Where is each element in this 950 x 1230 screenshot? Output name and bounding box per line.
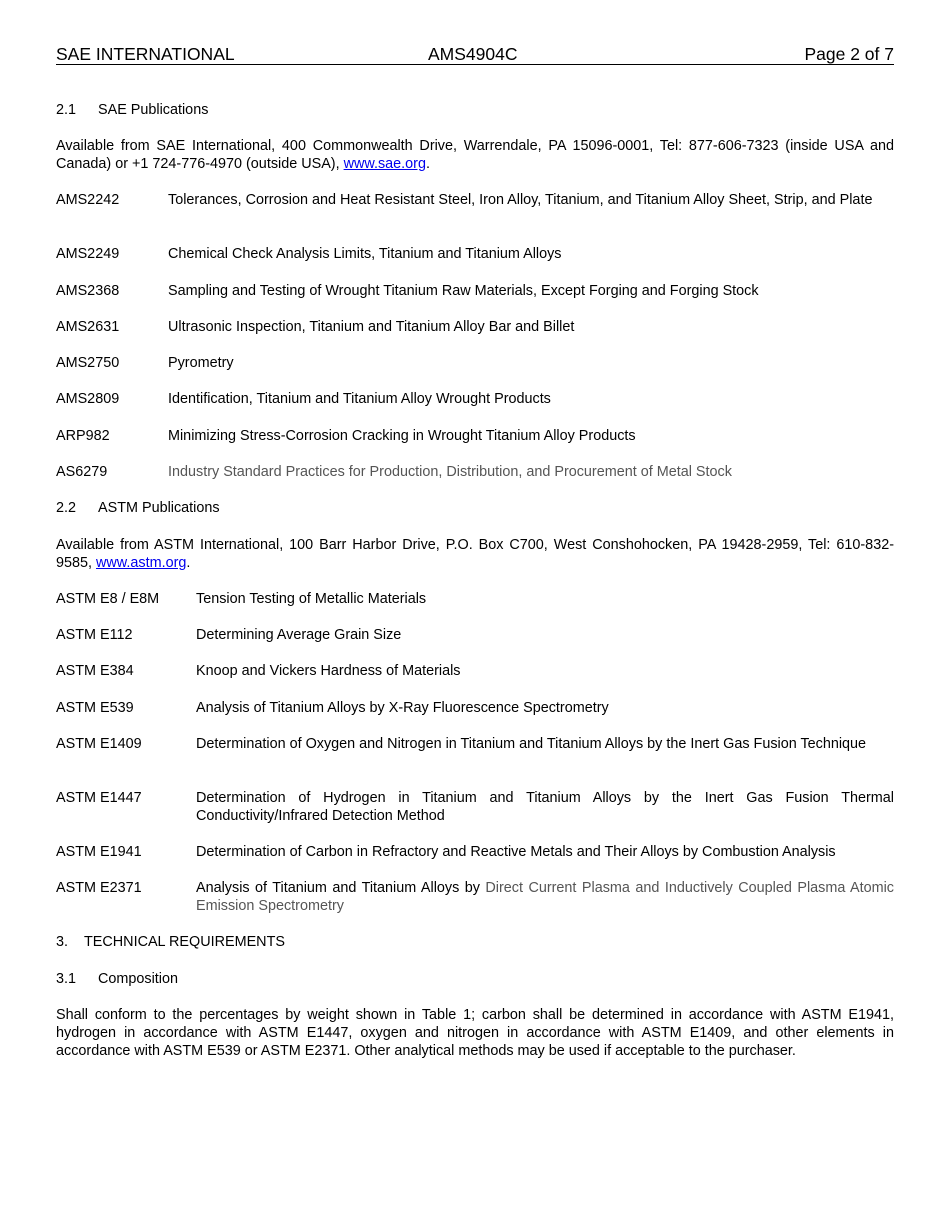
reference-code: AMS2249 bbox=[56, 246, 120, 262]
reference-title bbox=[196, 879, 894, 915]
astm-intro-text: Available from ASTM International, 100 Barr Harbor Drive, P.O. Box C700, West Conshohocken, PA 19428-2959, Tel: 610-832-9585, bbox=[56, 537, 894, 571]
section-title: ASTM Publications bbox=[98, 500, 220, 516]
reference-title: Chemical Check Analysis Limits, Titanium and Titanium Alloys bbox=[168, 246, 562, 262]
reference-code: AS6279 bbox=[56, 464, 108, 480]
reference-code: AMS2368 bbox=[56, 283, 120, 299]
reference-title: Tension Testing of Metallic Materials bbox=[196, 591, 427, 607]
reference-code: AMS2631 bbox=[56, 319, 120, 335]
reference-code: AMS2242 bbox=[56, 192, 120, 208]
sae-intro-text: Available from SAE International, 400 Commonwealth Drive, Warrendale, PA 15096-0001, Tel: 877-606-7323 (inside USA and Canada) or +1 724-776-4970 (outside USA), bbox=[56, 138, 894, 172]
section-number: 3. bbox=[56, 934, 69, 950]
reference-code: ASTM E2371 bbox=[56, 880, 142, 896]
reference-code: ASTM E1447 bbox=[56, 790, 142, 806]
reference-title: Determination of Carbon in Refractory and Reactive Metals and Their Alloys by Combustion Analysis bbox=[196, 844, 836, 860]
header-page-number: Page 2 of 7 bbox=[804, 44, 894, 64]
reference-code: ASTM E539 bbox=[56, 700, 134, 716]
reference-code: ASTM E1409 bbox=[56, 736, 142, 752]
reference-title: Determination of Oxygen and Nitrogen in Titanium and Titanium Alloys by the Inert Gas Fusion Technique bbox=[196, 736, 867, 752]
reference-title: Analysis of Titanium Alloys by X-Ray Fluorescence Spectrometry bbox=[196, 700, 609, 716]
sae-intro-period: . bbox=[425, 156, 430, 172]
reference-code: ASTM E112 bbox=[56, 627, 133, 643]
reference-code: AMS2809 bbox=[56, 391, 120, 407]
section-title: Composition bbox=[98, 971, 178, 987]
section-heading-technical bbox=[56, 933, 894, 951]
reference-title: Knoop and Vickers Hardness of Materials bbox=[196, 663, 461, 679]
sae-availability-paragraph bbox=[56, 137, 894, 173]
reference-code: ASTM E1941 bbox=[56, 844, 142, 860]
reference-code: AMS2750 bbox=[56, 355, 120, 371]
header-org: SAE INTERNATIONAL bbox=[56, 44, 235, 64]
reference-title: Pyrometry bbox=[168, 355, 234, 371]
section-title: SAE Publications bbox=[98, 102, 209, 118]
section-heading-sae bbox=[56, 101, 894, 119]
reference-title-part-grey: Direct Current Plasma and Inductively Coupled Plasma Atomic Emission Spectrometry bbox=[196, 880, 894, 914]
reference-title: Industry Standard Practices for Production, Distribution, and Procurement of Metal Stock bbox=[168, 464, 732, 480]
astm-intro-period: . bbox=[186, 555, 191, 571]
section-number: 3.1 bbox=[56, 971, 77, 987]
header-doc-id: AMS4904C bbox=[428, 44, 518, 64]
reference-code: ASTM E384 bbox=[56, 663, 134, 679]
section-number: 2.1 bbox=[56, 102, 77, 118]
reference-title: Identification, Titanium and Titanium Alloy Wrought Products bbox=[168, 391, 551, 407]
section-title: TECHNICAL REQUIREMENTS bbox=[84, 934, 285, 950]
reference-title: Determination of Hydrogen in Titanium and Titanium Alloys by the Inert Gas Fusion Thermal Conductivity/Infrared Detection Method bbox=[196, 790, 894, 824]
section-number: 2.2 bbox=[56, 500, 77, 516]
reference-title: Tolerances, Corrosion and Heat Resistant Steel, Iron Alloy, Titanium, and Titanium Alloy Sheet, Strip, and Plate bbox=[168, 192, 873, 208]
reference-title: Sampling and Testing of Wrought Titanium Raw Materials, Except Forging and Forging Stock bbox=[168, 283, 759, 299]
reference-code: ARP982 bbox=[56, 428, 110, 444]
section-heading-astm bbox=[56, 499, 894, 517]
reference-code: ASTM E8 / E8M bbox=[56, 591, 160, 607]
reference-title: Minimizing Stress-Corrosion Cracking in Wrought Titanium Alloy Products bbox=[168, 428, 636, 444]
reference-title-part: Analysis of Titanium and Titanium Alloys by bbox=[196, 880, 486, 896]
page-header bbox=[56, 44, 894, 65]
astm-availability-paragraph bbox=[56, 536, 894, 572]
section-heading-composition bbox=[56, 970, 894, 988]
composition-paragraph: Shall conform to the percentages by weight shown in Table 1; carbon shall be determined in accordance with ASTM E1941, hydrogen in accordance with ASTM E1447, oxygen and nitrogen in accordance with ASTM E1409, and other elements in accordance with ASTM E539 or ASTM E2371. Other analytical methods may be used if acceptable to the purchaser. bbox=[56, 1007, 894, 1059]
reference-title: Determining Average Grain Size bbox=[196, 627, 402, 643]
sae-website-link[interactable]: www.sae.org bbox=[343, 156, 426, 172]
astm-website-link[interactable]: www.astm.org bbox=[96, 555, 187, 571]
reference-title: Ultrasonic Inspection, Titanium and Titanium Alloy Bar and Billet bbox=[168, 319, 575, 335]
